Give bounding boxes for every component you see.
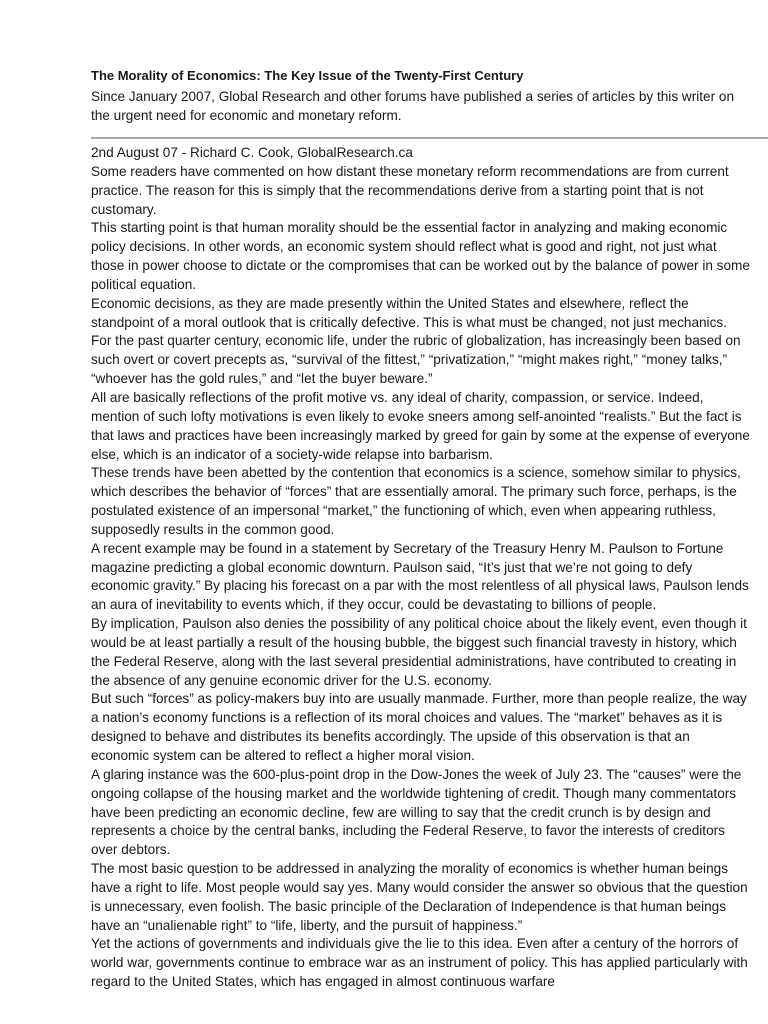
paragraph: All are basically reflections of the profit motive vs. any ideal of charity, compassion, or service. Indeed, mention of such lofty motivations is even likely to evoke sneers among self-anointed “realists.” But the fact is that laws and practices have been increasingly marked by greed for gain by some at the expense of everyone else, which is an indicator of a society-wide relapse into barbarism. [91, 389, 750, 462]
paragraph: The most basic question to be addressed in analyzing the morality of economics is whether human beings have a right to life. Most people would say yes. Many would consider the answer so obvious that the question is unnecessary, even foolish. The basic principle of the Declaration of Independence is that human beings have an “unalienable right” to “life, liberty, and the pursuit of happiness.” [91, 861, 748, 933]
paragraph: Economic decisions, as they are made presently within the United States and elsewhere, reflect the standpoint of a moral outlook that is critically defective. This is what must be changed, not just mechanics. [91, 295, 727, 330]
divider-rule [91, 137, 768, 139]
article-intro: Since January 2007, Global Research and other forums have published a series of articles by this writer on the urgent need for economic and monetary reform. [91, 89, 735, 123]
paragraph: A glaring instance was the 600-plus-point drop in the Dow-Jones the week of July 23. The “causes” were the ongoing collapse of the housing market and the worldwide tightening of credit. Though many commentators have been predicting an economic decline, few are willing to say that the credit crunch is by design and represents a choice by the central banks, including the Federal Reserve, to favor the interests of creditors over debtors. [91, 766, 742, 858]
paragraph: These trends have been abetted by the contention that economics is a science, somehow similar to physics, which describes the behavior of “forces” that are essentially amoral. The primary such force, perhaps, is the postulated existence of an impersonal “market,” the functioning of which, even when appearing ruthless, supposedly results in the common good. [91, 465, 741, 537]
byline: 2nd August 07 - Richard C. Cook, GlobalResearch.ca [91, 145, 413, 160]
article-title: The Morality of Economics: The Key Issue of the Twenty-First Century [91, 68, 524, 83]
paragraph: Some readers have commented on how distant these monetary reform recommendations are from current practice. The reason for this is simply that the recommendations derive from a starting point that is not customary. [91, 163, 729, 217]
paragraph: But such “forces” as policy-makers buy into are usually manmade. Further, more than people realize, the way a nation’s economy functions is a reflection of its moral choices and values. The “market” behaves as it is designed to behave and distributes its benefits accordingly. The upside of this observation is that an economic system can be altered to reflect a higher moral vision. [91, 691, 747, 763]
paragraph: For the past quarter century, economic life, under the rubric of globalization, has increasingly been based on such overt or covert precepts as, “survival of the fittest,” “privatization,” “might makes right,” “money talks,” “whoever has the gold rules,” and “let the buyer beware.” [91, 333, 741, 387]
paragraph: This starting point is that human morality should be the essential factor in analyzing and making economic policy decisions. In other words, an economic system should reflect what is good and right, not just what those in power choose to dictate or the compromises that can be worked out by the balance of power in some political equation. [91, 220, 750, 292]
paragraph: Yet the actions of governments and individuals give the lie to this idea. Even after a century of the horrors of world war, governments continue to embrace war as an instrument of policy. This has applied particularly with regard to the United States, which has engaged in almost continuous warfare [91, 936, 748, 990]
article-body [91, 144, 751, 992]
paragraph: By implication, Paulson also denies the possibility of any political choice about the likely event, even though it would be at least partially a result of the housing bubble, the biggest such financial travesty in history, which the Federal Reserve, along with the last several presidential administrations, have contributed to creating in the absence of any genuine economic driver for the U.S. economy. [91, 616, 747, 688]
paragraph: A recent example may be found in a statement by Secretary of the Treasury Henry M. Paulson to Fortune magazine predicting a global economic downturn. Paulson said, “It’s just that we’re not going to defy economic gravity.” By placing his forecast on a par with the most relentless of all physical laws, Paulson lends an aura of inevitability to events which, if they occur, could be devastating to billions of people. [91, 540, 749, 613]
